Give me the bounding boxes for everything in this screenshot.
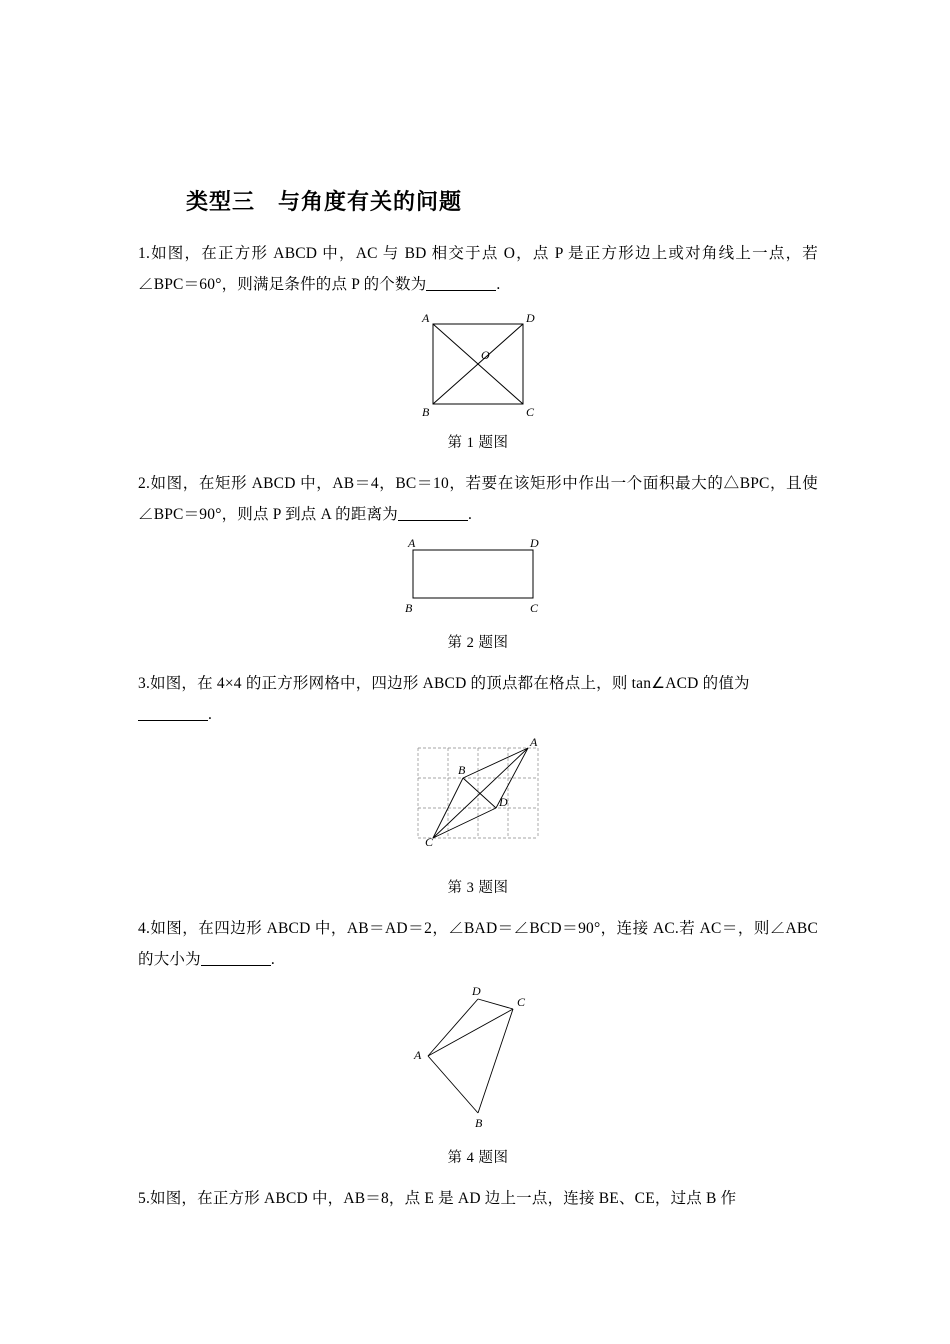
- question-3-blank[interactable]: [138, 705, 208, 722]
- figure-4-label-a: A: [414, 1048, 422, 1062]
- question-5-text: 如图，在正方形 ABCD 中，AB＝8，点 E 是 AD 边上一点，连接 BE、CE，过点 B 作: [150, 1190, 737, 1207]
- figure-4-label-c: C: [517, 995, 526, 1009]
- question-1-text: 如图，在正方形 ABCD 中，AC 与 BD 相交于点 O，点 P 是正方形边上或对角线上一点，若∠BPC＝60°，则满足条件的点 P 的个数为: [138, 245, 818, 293]
- rectangle-icon: [368, 536, 588, 616]
- question-3-text: 如图，在 4×4 的正方形网格中，四边形 ABCD 的顶点都在格点上，则 tan∠ACD 的值为: [150, 675, 750, 692]
- question-5-number: 5.: [138, 1190, 151, 1207]
- figure-3-label-d: D: [499, 795, 508, 809]
- figure-3-label-a: A: [530, 736, 538, 749]
- figure-2-label-a: A: [408, 536, 416, 550]
- figure-2-label-d: D: [530, 536, 539, 550]
- document-content: [138, 185, 818, 1220]
- figure-3-caption: 第 3 题图: [447, 880, 509, 896]
- figure-3-label-c: C: [425, 835, 434, 849]
- figure-2: [138, 536, 818, 621]
- question-5: [138, 1183, 818, 1214]
- question-3-text-after: .: [208, 706, 213, 723]
- square-with-diagonals-icon: [378, 306, 578, 416]
- question-4: [138, 913, 818, 975]
- question-4-text-after: .: [270, 951, 275, 968]
- figure-3-label-b: B: [458, 763, 466, 777]
- figure-1: [138, 306, 818, 421]
- figure-3: [138, 736, 818, 866]
- page-title: 类型三 与角度有关的问题: [186, 189, 463, 214]
- question-2-text: 如图，在矩形 ABCD 中，AB＝4，BC＝10，若要在该矩形中作出一个面积最大的△BPC，且使∠BPC＝90°，则点 P 到点 A 的距离为: [138, 475, 818, 523]
- figure-1-label-a: A: [422, 311, 430, 325]
- figure-1-label-b: B: [422, 405, 430, 416]
- figure-1-caption: 第 1 题图: [447, 435, 509, 451]
- question-1-text-after: .: [496, 276, 501, 293]
- question-1-blank[interactable]: [426, 275, 496, 292]
- quadrilateral-abcd-icon: [358, 981, 598, 1131]
- figure-2-label-b: B: [405, 601, 413, 615]
- figure-4-label-b: B: [475, 1116, 483, 1130]
- question-1-number: 1.: [138, 245, 151, 262]
- figure-1-label-c: C: [526, 405, 535, 416]
- figure-2-caption: 第 2 题图: [447, 635, 509, 651]
- figure-1-label-o: O: [481, 348, 490, 362]
- question-2-blank[interactable]: [398, 505, 468, 522]
- figure-4: [138, 981, 818, 1136]
- question-2: [138, 468, 818, 530]
- question-3: [138, 668, 818, 730]
- figure-4-caption: 第 4 题图: [447, 1150, 509, 1166]
- grid-quadrilateral-icon: [368, 736, 588, 861]
- question-2-text-after: .: [467, 506, 473, 523]
- question-4-number: 4.: [138, 920, 151, 937]
- figure-1-label-d: D: [526, 311, 535, 325]
- question-4-text: 如图，在四边形 ABCD 中，AB＝AD＝2，∠BAD＝∠BCD＝90°，连接 AC.若 AC＝，则∠ABC 的大小为: [138, 920, 818, 968]
- figure-2-label-c: C: [530, 601, 539, 615]
- question-1: [138, 238, 818, 300]
- question-3-number: 3.: [138, 675, 151, 692]
- figure-4-label-d: D: [472, 984, 481, 998]
- question-4-blank[interactable]: [201, 950, 271, 967]
- question-2-number: 2.: [138, 475, 151, 492]
